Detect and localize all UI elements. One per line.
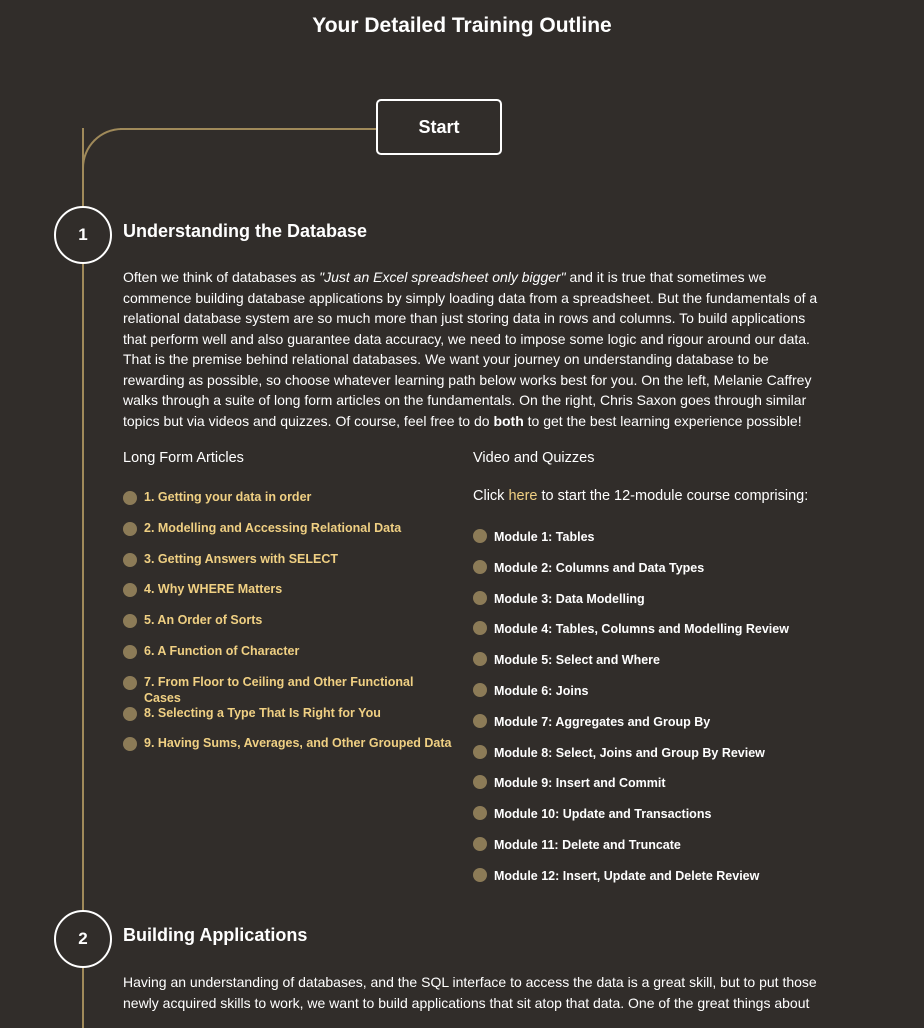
list-item (473, 804, 873, 835)
article-link-1[interactable]: 1. Getting your data in order (144, 490, 312, 504)
bullet-dot (473, 560, 487, 574)
article-link-6[interactable]: 6. A Function of Character (144, 643, 300, 658)
module-label-7: Module 7: Aggregates and Group By (494, 714, 711, 729)
module-label-3: Module 3: Data Modelling (494, 591, 645, 606)
list-item (123, 489, 453, 520)
list-item (473, 866, 873, 897)
article-list (123, 489, 453, 766)
bullet-dot (123, 737, 137, 751)
module-label-6: Module 6: Joins (494, 683, 589, 698)
list-item (123, 674, 453, 705)
bullet-dot (123, 553, 137, 567)
bullet-dot (473, 837, 487, 851)
intro-quote: "Just an Excel spreadsheet only bigger" (319, 269, 566, 285)
click-prefix: Click (473, 488, 509, 504)
page-title: Your Detailed Training Outline (312, 14, 612, 37)
list-item (123, 705, 453, 736)
article-link-2[interactable]: 2. Modelling and Accessing Relational Data (144, 520, 402, 535)
list-item (473, 712, 873, 743)
article-link-7[interactable]: 7. From Floor to Ceiling and Other Functional Cases (144, 674, 414, 705)
step-number-1: 1 (54, 206, 112, 264)
bullet-dot (473, 621, 487, 635)
bullet-dot (123, 614, 137, 628)
list-item (123, 612, 453, 643)
module-label-10: Module 10: Update and Transactions (494, 807, 712, 822)
list-item (473, 650, 873, 681)
bullet-dot (473, 806, 487, 820)
start-marker: Start (376, 99, 502, 155)
module-label-4: Module 4: Tables, Columns and Modelling Review (494, 622, 789, 637)
bullet-dot (473, 529, 487, 543)
section-title-understanding-database: Understanding the Database (123, 221, 368, 241)
bullet-dot (473, 714, 487, 728)
bullet-dot (473, 868, 487, 882)
list-item (473, 527, 873, 558)
article-link-3[interactable]: 3. Getting Answers with SELECT (144, 551, 339, 566)
list-item (473, 835, 873, 866)
list-item (473, 681, 873, 712)
list-item (473, 619, 873, 650)
bullet-dot (473, 775, 487, 789)
bullet-dot (123, 645, 137, 659)
module-label-11: Module 11: Delete and Truncate (494, 837, 681, 852)
list-item (473, 743, 873, 774)
course-intro-line (473, 488, 808, 504)
module-label-9: Module 9: Insert and Commit (494, 776, 666, 791)
intro-text-end: to get the best learning experience possible! (523, 412, 802, 429)
section-title-building-applications: Building Applications (123, 925, 308, 945)
list-item (473, 773, 873, 804)
timeline-curve (82, 128, 124, 170)
article-link-5[interactable]: 5. An Order of Sorts (144, 613, 263, 628)
module-label-8: Module 8: Select, Joins and Group By Review (494, 745, 765, 760)
section-2-intro: Having an understanding of databases, and the SQL interface to access the data is a great skill, but to put those newly acquired skills to work, we want to build applications that sit atop that data. One of the great things about (123, 974, 817, 1011)
bullet-dot (123, 491, 137, 505)
bullet-dot (123, 676, 137, 690)
module-label-1: Module 1: Tables (494, 530, 595, 544)
bullet-dot (473, 745, 487, 759)
module-label-12: Module 12: Insert, Update and Delete Review (494, 868, 760, 883)
list-item (123, 735, 453, 766)
timeline-connector (120, 128, 378, 130)
step-number-2: 2 (54, 910, 112, 968)
article-link-9[interactable]: 9. Having Sums, Averages, and Other Grouped Data (144, 736, 452, 751)
intro-text-middle: and it is true that sometimes we commence building database applications by simply loading data from a spreadsheet. But the fundamentals of a relational database system are so much more than just storing data in rows and columns. To build applications that perform well and also guarantee data accuracy, we need to impose some logic and rigour around our data. That is the premise behind relational databases. We want your journey on understanding database to be rewarding as possible, so choose whatever learning path below works best for you. On the left, Melanie Caffrey walks through a suite of long form articles on the fundamentals. On the right, Chris Saxon goes through similar topics but via videos and quizzes. Of course, feel free to do (123, 269, 818, 429)
article-link-8[interactable]: 8. Selecting a Type That Is Right for You (144, 705, 381, 720)
intro-bold-both: both (493, 412, 524, 429)
module-label-2: Module 2: Columns and Data Types (494, 560, 705, 575)
videos-heading: Video and Quizzes (473, 450, 595, 466)
list-item (473, 558, 873, 589)
bullet-dot (473, 652, 487, 666)
list-item (123, 520, 453, 551)
article-link-4[interactable]: 4. Why WHERE Matters (144, 582, 283, 597)
intro-text-start: Often we think of databases as (123, 269, 320, 285)
click-suffix: to start the 12-module course comprising: (537, 488, 809, 504)
course-start-link[interactable]: here (508, 488, 538, 504)
list-item (123, 643, 453, 674)
list-item (123, 581, 453, 612)
bullet-dot (123, 707, 137, 721)
articles-heading: Long Form Articles (123, 450, 244, 466)
bullet-dot (473, 683, 487, 697)
section-1-intro (123, 267, 823, 431)
module-list (473, 527, 873, 897)
list-item (473, 589, 873, 620)
bullet-dot (123, 522, 137, 536)
list-item (123, 551, 453, 582)
bullet-dot (473, 591, 487, 605)
module-label-5: Module 5: Select and Where (494, 653, 661, 668)
bullet-dot (123, 583, 137, 597)
